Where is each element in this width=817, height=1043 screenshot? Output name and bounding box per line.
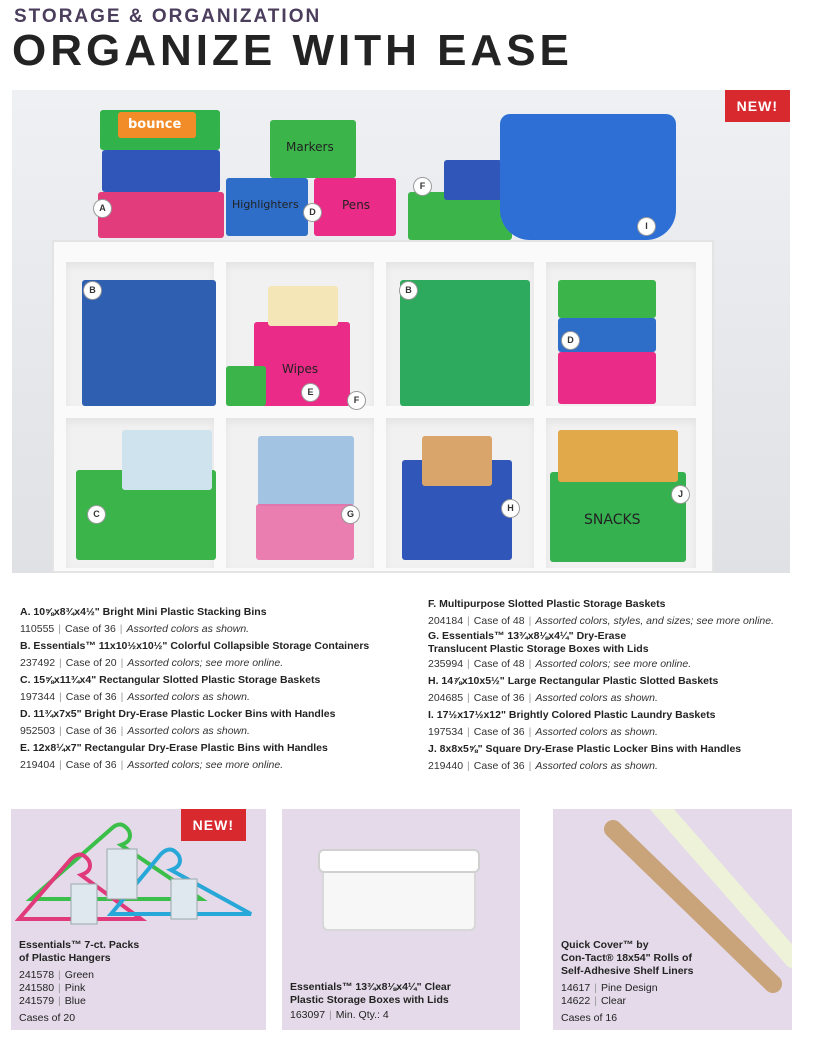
pink-locker-bin — [558, 352, 656, 404]
section-kicker: STORAGE & ORGANIZATION — [14, 6, 322, 27]
bounce-box — [118, 112, 196, 138]
liners-title-2: Con-Tact® 18x54" Rolls of — [561, 952, 692, 964]
boxes-meta: 163097 | Min. Qty.: 4 — [290, 1009, 389, 1021]
hero-photo — [12, 90, 790, 573]
blue-stacking-bin — [102, 150, 220, 192]
hangers-footer: Cases of 20 — [19, 1012, 76, 1024]
snack-packs — [558, 430, 678, 482]
boxes-panel — [282, 809, 520, 1030]
new-badge-hangers: NEW! — [181, 809, 246, 841]
bounce-text: bounce — [128, 117, 182, 132]
liners-title-3: Self-Adhesive Shelf Liners — [561, 965, 694, 977]
translucent-box-pink — [256, 504, 354, 560]
product-b: B. Essentials™ 11x10½x10½" Colorful Collapsible Storage Containers 237492 | Case of 20 | Assorted colors; see more online. — [20, 640, 370, 669]
markers-bin — [270, 120, 356, 178]
callout-d: D — [304, 204, 321, 221]
hangers-row-green: 241578 | Green — [19, 969, 94, 981]
markers-label: Markers — [286, 140, 334, 154]
callout-b2: B — [400, 282, 417, 299]
wipes-containers — [268, 286, 338, 326]
callout-d2: D — [562, 332, 579, 349]
callout-h: H — [502, 500, 519, 517]
snacks-label: SNACKS — [584, 512, 641, 528]
paint-bottles — [422, 436, 492, 486]
product-g: G. Essentials™ 13¾x8⅛x4¼" Dry-Erase Translucent Plastic Storage Boxes with Lids 235994 | Case of 48 | Assorted colors; see more online. — [428, 630, 692, 670]
hangers-title-1: Essentials™ 7-ct. Packs — [19, 939, 140, 951]
translucent-box-blue — [258, 436, 354, 506]
liners-row-pine: 14617 | Pine Design — [561, 982, 658, 994]
product-c: C. 15⅝x11¾x4" Rectangular Slotted Plastic Storage Baskets 197344 | Case of 36 | Assorted colors as shown. — [20, 674, 321, 703]
callout-b: B — [84, 282, 101, 299]
clear-box-lid — [318, 849, 480, 873]
liners-footer: Cases of 16 — [561, 1012, 618, 1024]
callout-j: J — [672, 486, 689, 503]
snacks-bin — [550, 472, 686, 562]
pens-bin — [314, 178, 396, 236]
callout-c: C — [88, 506, 105, 523]
liners-row-clear: 14622 | Clear — [561, 995, 627, 1007]
new-badge: NEW! — [725, 90, 790, 122]
page-headline: ORGANIZE WITH EASE — [12, 26, 573, 75]
boxes-title-1: Essentials™ 13¾x8⅛x4¼" Clear — [290, 981, 451, 993]
hangers-row-pink: 241580 | Pink — [19, 982, 86, 994]
blue-slotted-basket — [444, 160, 502, 200]
hangers-illustration — [11, 809, 266, 939]
product-e: E. 12x8¼x7" Rectangular Dry-Erase Plastic Bins with Handles 219404 | Case of 36 | Assorted colors; see more online. — [20, 742, 328, 771]
highlighters-label: Highlighters — [232, 198, 299, 211]
highlighters-bin — [226, 178, 308, 236]
product-f: F. Multipurpose Slotted Plastic Storage Baskets 204184 | Case of 48 | Assorted colors, styles, and sizes; see more online. — [428, 598, 775, 627]
green-collapsible-bin — [400, 280, 530, 406]
boxes-title-2: Plastic Storage Boxes with Lids — [290, 994, 449, 1006]
wipes-label: Wipes — [282, 362, 319, 376]
green-locker-bin — [558, 280, 656, 318]
callout-a: A — [94, 200, 111, 217]
callout-i: I — [638, 218, 655, 235]
product-list-right — [428, 596, 808, 775]
hangers-title-2: of Plastic Hangers — [19, 952, 111, 964]
hangers-row-blue: 241579 | Blue — [19, 995, 86, 1007]
product-h: H. 14⅞x10x5½" Large Rectangular Plastic Slotted Baskets 204685 | Case of 36 | Assorted colors as shown. — [428, 675, 719, 704]
small-green-basket — [226, 366, 266, 406]
callout-e: E — [302, 384, 319, 401]
pink-stacking-bin — [98, 192, 224, 238]
callout-f: F — [414, 178, 431, 195]
blue-collapsible-bin — [82, 280, 216, 406]
product-j: J. 8x8x5⅝" Square Dry-Erase Plastic Locker Bins with Handles 219440 | Case of 36 | Assorted colors as shown. — [428, 743, 742, 772]
product-d: D. 11¾x7x5" Bright Dry-Erase Plastic Locker Bins with Handles 952503 | Case of 36 | Assorted colors as shown. — [20, 708, 336, 737]
callout-g: G — [342, 506, 359, 523]
liners-title-1: Quick Cover™ by — [561, 939, 649, 951]
pens-label: Pens — [342, 198, 371, 212]
product-i: I. 17½x17½x12" Brightly Colored Plastic Laundry Baskets 197534 | Case of 36 | Assorted colors as shown. — [428, 709, 716, 738]
callout-f2: F — [348, 392, 365, 409]
tissue-boxes — [122, 430, 212, 490]
product-list-left — [20, 604, 410, 774]
hangers-panel — [11, 809, 266, 1030]
product-a: A. 10⅝x8¾x4½" Bright Mini Plastic Stacking Bins 110555 | Case of 36 | Assorted colors as shown. — [20, 606, 267, 635]
liners-panel — [553, 809, 792, 1030]
